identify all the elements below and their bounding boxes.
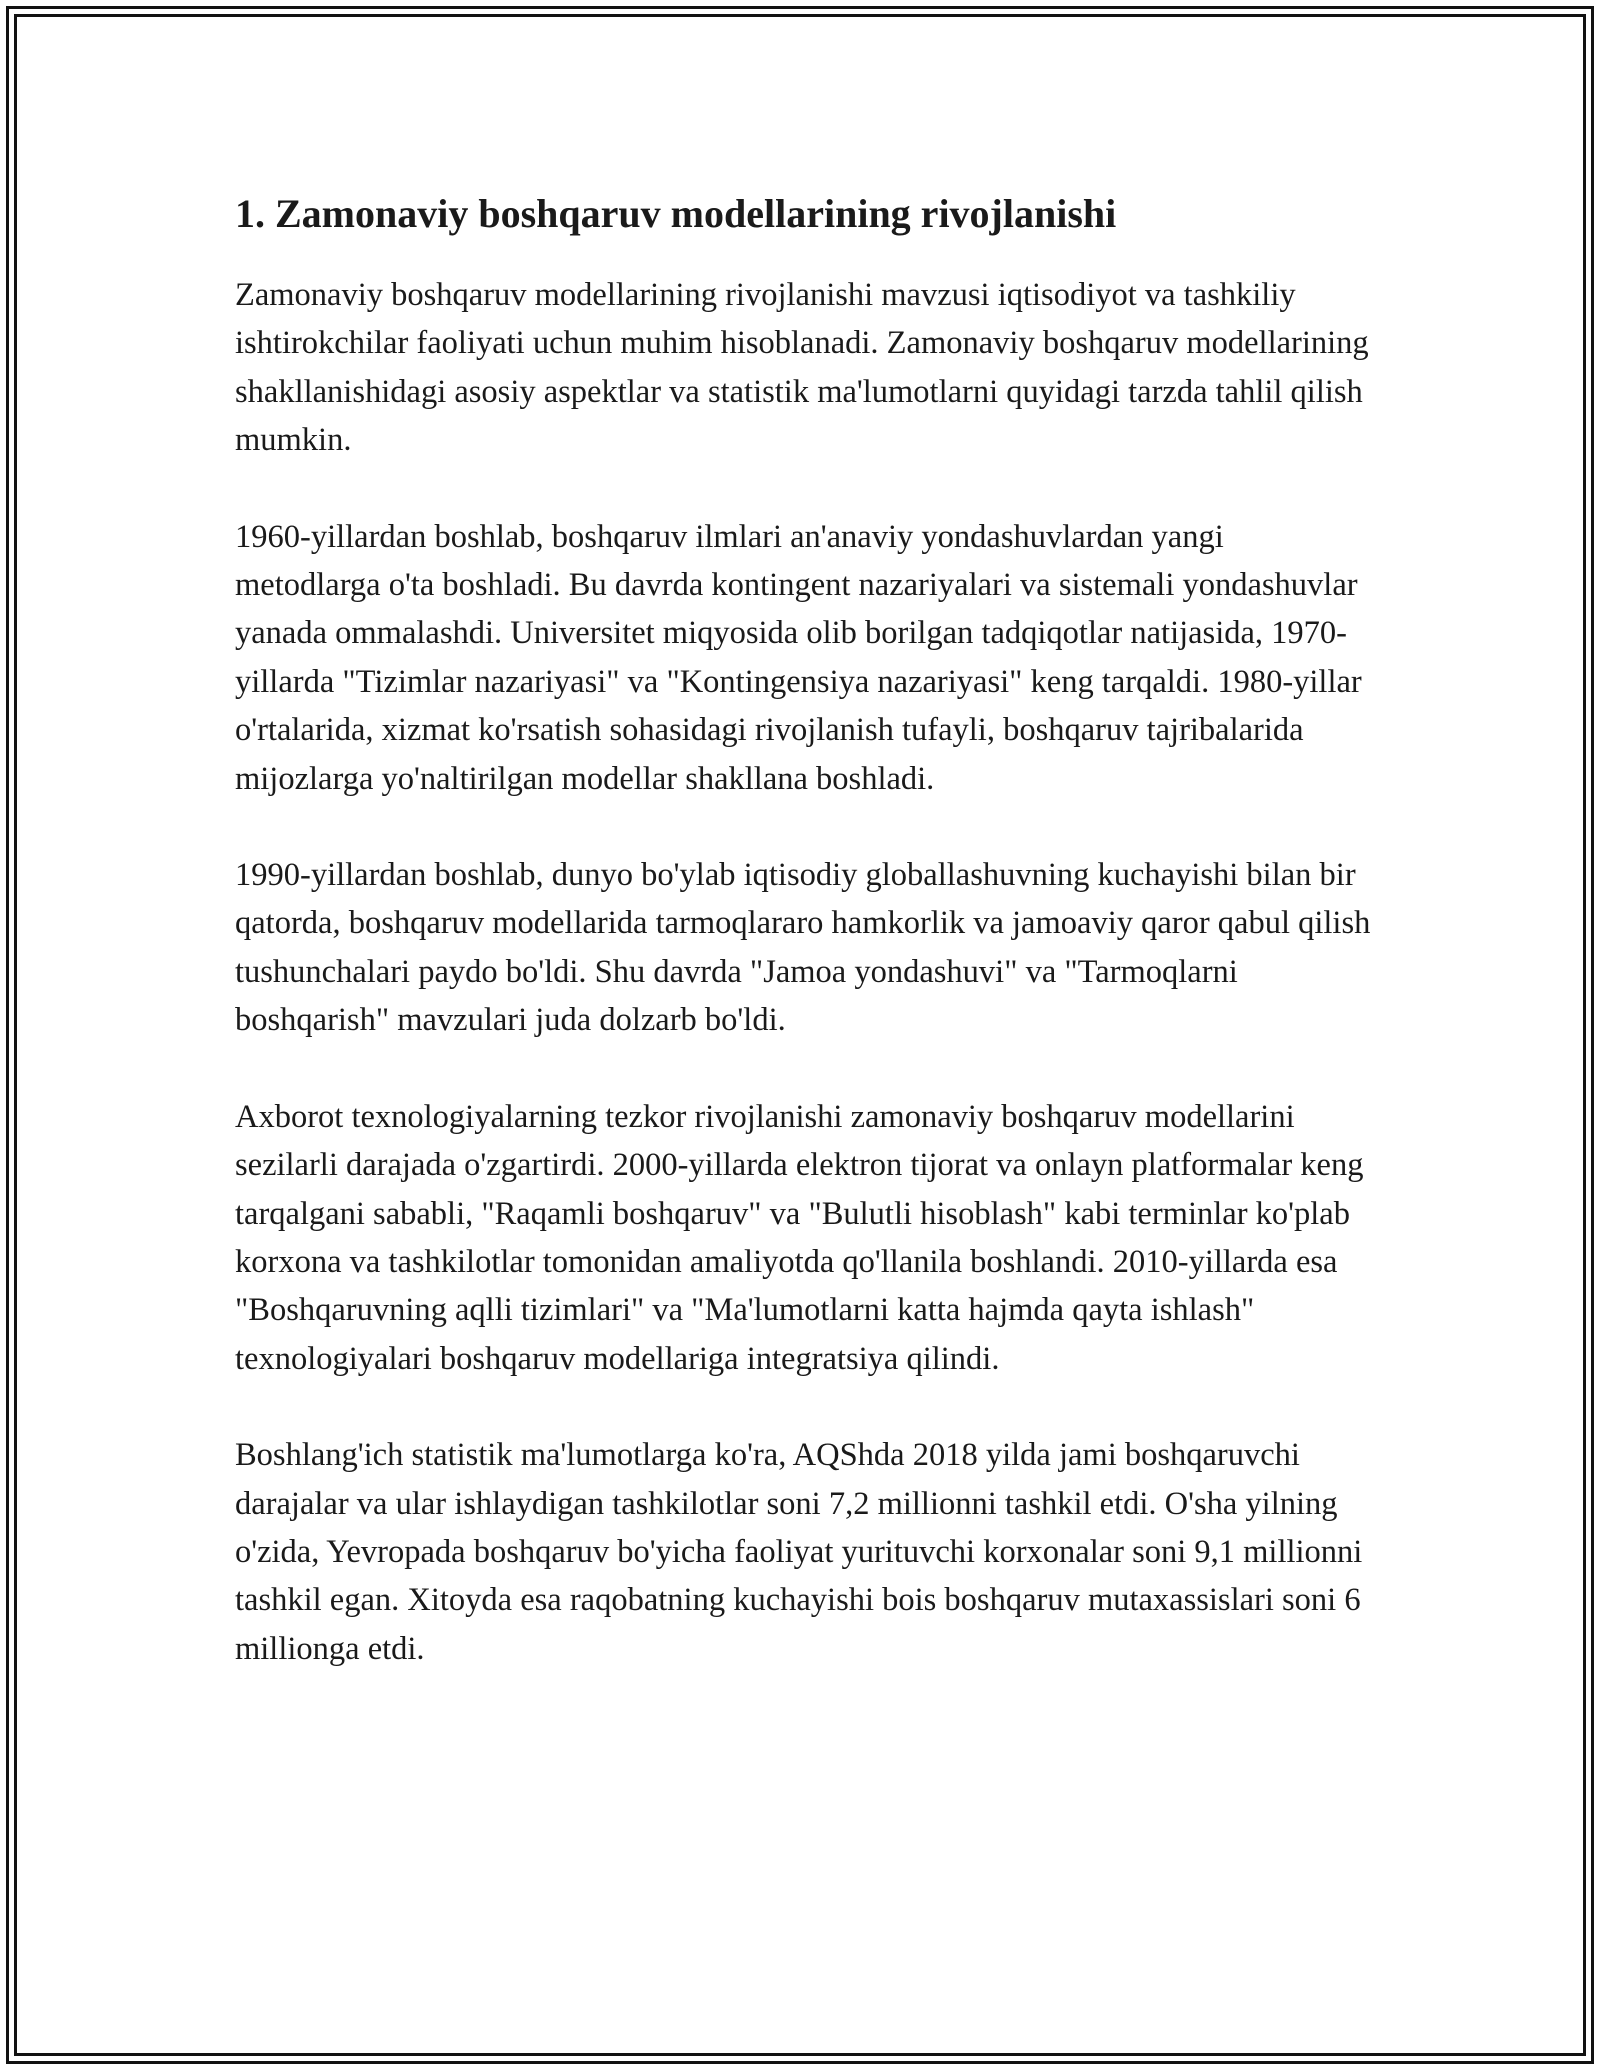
paragraph-it-development: Axborot texnologiyalarning tezkor rivojlanishi zamonaviy boshqaruv modellarini sezilarli darajada o'zgartirdi. 2000-yillarda elektron tijorat va onlayn platformalar keng tarqalgani sababli, "Raqamli boshqaruv" va "Bulutli hisoblash" kabi terminlar ko'plab korxona va tashkilotlar tomonidan amaliyotda qo'llanila boshlandi. 2010-yillarda esa "Boshqaruvning aqlli tizimlari" va "Ma'lumotlarni katta hajmda qayta ishlash" texnologiyalari boshqaruv modellariga integratsiya qilindi. [235,1098,1364,1377]
section-title: 1. Zamonaviy boshqaruv modellarining rivojlanishi [235,191,1117,236]
paragraph-1960s: 1960-yillardan boshlab, boshqaruv ilmlari an'anaviy yondashuvlardan yangi metodlarga o'ta boshladi. Bu davrda kontingent nazariyalari va sistemali yondashuvlar yanada ommalashdi. Universitet miqyosida olib borilgan tadqiqotlar natijasida, 1970-yillarda "Tizimlar nazariyasi" va "Kontingensiya nazariyasi" keng tarqaldi. 1980-yillar o'rtalarida, xizmat ko'rsatish sohasidagi rivojlanish tufayli, boshqaruv tajribalarida mijozlarga yo'naltirilgan modellar shakllana boshladi. [235,518,1362,797]
paragraph-1990s: 1990-yillardan boshlab, dunyo bo'ylab iqtisodiy globallashuvning kuchayishi bilan bir qatorda, boshqaruv modellarida tarmoqlararo hamkorlik va jamoaviy qaror qabul qilish tushunchalari paydo bo'ldi. Shu davrda "Jamoa yondashuvi" va "Tarmoqlarni boshqarish" mavzulari juda dolzarb bo'ldi. [235,857,1371,1039]
paragraph-intro: Zamonaviy boshqaruv modellarining rivojlanishi mavzusi iqtisodiyot va tashkiliy ishtirokchilar faoliyati uchun muhim hisoblanadi. Zamonaviy boshqaruv modellarining shakllanishidagi asosiy aspektlar va statistik ma'lumotlarni quyidagi tarzda tahlil qilish mumkin. [235,277,1369,459]
paragraph-statistics: Boshlang'ich statistik ma'lumotlarga ko'ra, AQShda 2018 yilda jami boshqaruvchi darajalar va ular ishlaydigan tashkilotlar soni 7,2 millionni tashkil etdi. O'sha yilning o'zida, Yevropada boshqaruv bo'yicha faoliyat yurituvchi korxonalar soni 9,1 millionni tashkil egan. Xitoyda esa raqobatning kuchayishi bois boshqaruv mutaxassislari soni 6 millionga etdi. [235,1437,1363,1667]
document-body [235,185,1375,1721]
